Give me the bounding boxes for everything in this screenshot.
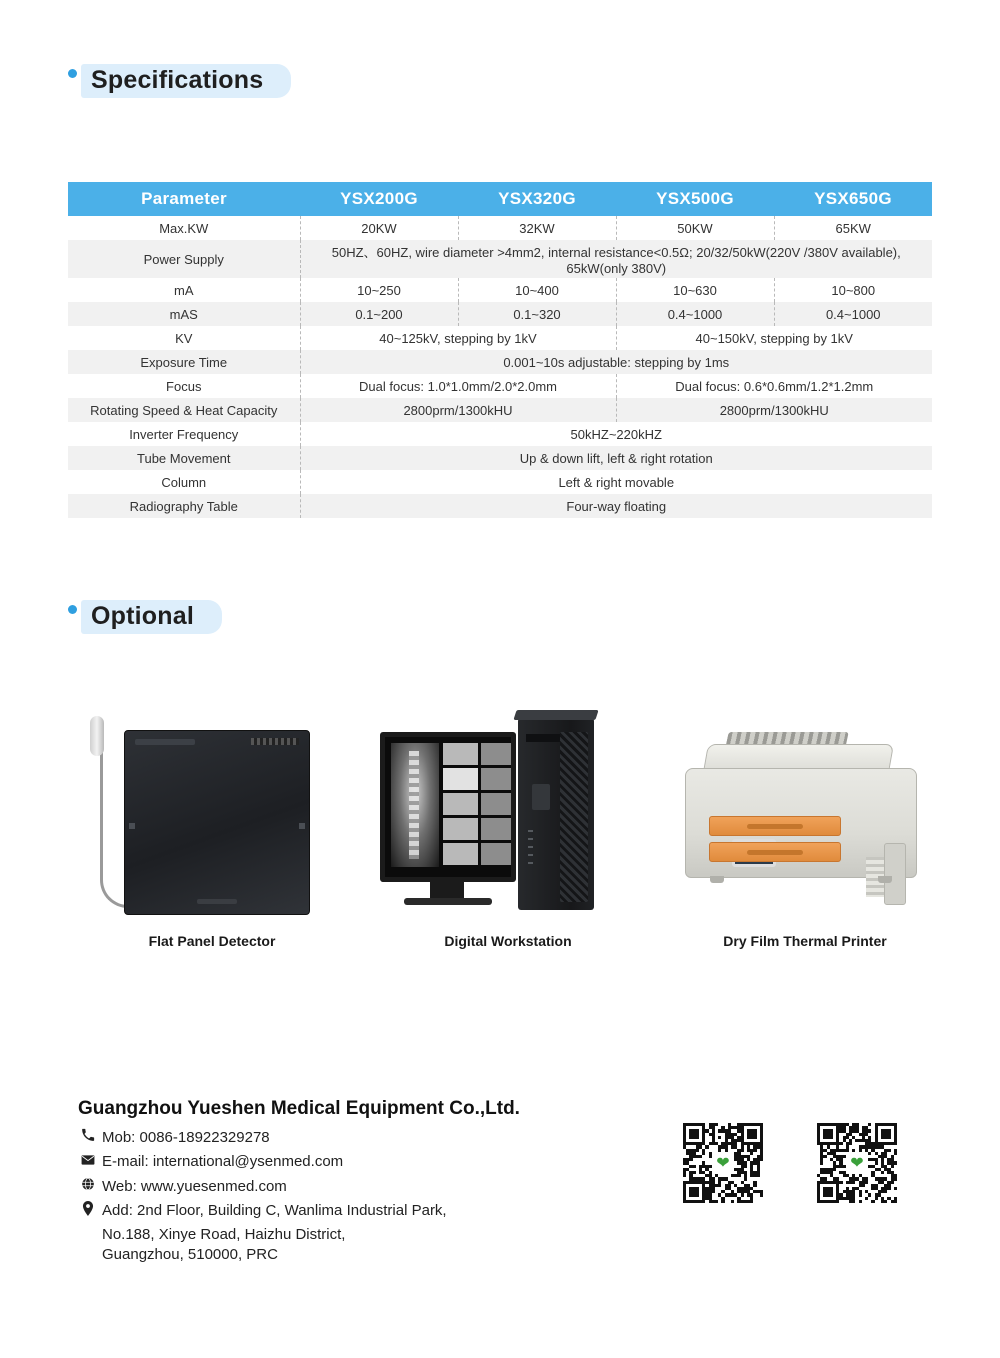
table-cell-parameter: KV (68, 326, 300, 350)
product-dry-film-thermal-printer (675, 710, 935, 949)
table-cell-value: 10~250 (300, 278, 458, 302)
printer-drawer-lower (709, 842, 841, 862)
table-header-ysx200g: YSX200G (300, 182, 458, 216)
heading-dot-icon (68, 69, 77, 78)
detector-top-bar (135, 739, 195, 745)
digital-workstation-image (378, 710, 638, 925)
printer-side-panel (884, 843, 906, 905)
mail-icon (78, 1152, 98, 1171)
table-cell-value: 50HZ、60HZ, wire diameter >4mm2, internal resistance<0.5Ω; 20/32/50kW(220V /380V available), 65kW(only 380V) (300, 240, 932, 278)
table-row (68, 302, 932, 326)
table-cell-value: 0.001~10s adjustable: stepping by 1ms (300, 350, 932, 374)
table-header-parameter: Parameter (68, 182, 300, 216)
table-cell-parameter: Radiography Table (68, 494, 300, 518)
contact-phone (78, 1128, 638, 1148)
footer-contact-block (78, 1098, 638, 1266)
optional-heading (68, 600, 222, 634)
product-flat-panel-detector (82, 710, 342, 949)
qr-code-canvas (683, 1123, 763, 1203)
qr-logo-icon: ❤ (712, 1152, 734, 1174)
table-cell-value: 2800prm/1300kHU (616, 398, 932, 422)
table-cell-value: 32KW (458, 216, 616, 240)
table-cell-value: Left & right movable (300, 470, 932, 494)
workstation-screen (385, 737, 511, 877)
workstation-tower (518, 718, 594, 910)
table-row (68, 494, 932, 518)
detector-connector-icon (90, 716, 104, 756)
table-header-ysx320g: YSX320G (458, 182, 616, 216)
contact-address-line-3: Guangzhou, 510000, PRC (102, 1246, 278, 1264)
drawer-handle (747, 824, 803, 829)
specifications-heading-label: Specifications (91, 65, 264, 94)
globe-icon (78, 1177, 98, 1196)
product-digital-workstation (378, 710, 638, 949)
table-cell-value: Dual focus: 1.0*1.0mm/2.0*2.0mm (300, 374, 616, 398)
contact-address-line-1: Add: 2nd Floor, Building C, Wanlima Industrial Park, (102, 1201, 447, 1219)
detector-indicator-strip (251, 738, 299, 745)
table-row (68, 216, 932, 240)
table-row (68, 422, 932, 446)
table-cell-value: 20KW (300, 216, 458, 240)
table-cell-value: 50KW (616, 216, 774, 240)
contact-email-label: E-mail: international@ysenmed.com (102, 1153, 344, 1171)
table-cell-parameter: Exposure Time (68, 350, 300, 374)
table-row (68, 326, 932, 350)
table-cell-value: 10~630 (616, 278, 774, 302)
table-cell-parameter: Tube Movement (68, 446, 300, 470)
specifications-heading (68, 64, 291, 98)
table-cell-parameter: Focus (68, 374, 300, 398)
tower-vent-mesh (560, 732, 588, 902)
optional-heading-label: Optional (91, 601, 194, 630)
table-cell-value: 10~400 (458, 278, 616, 302)
detector-bottom-notch (197, 899, 237, 904)
tower-port-strip (528, 830, 533, 870)
company-name: Guangzhou Yueshen Medical Equipment Co.,Ltd. (78, 1098, 520, 1119)
printer-foot (878, 876, 892, 883)
specifications-heading-pill (81, 64, 291, 98)
table-cell-value: Up & down lift, left & right rotation (300, 446, 932, 470)
optional-heading-pill (81, 600, 222, 634)
contact-email (78, 1152, 638, 1172)
table-cell-value: 40~125kV, stepping by 1kV (300, 326, 616, 350)
product-caption: Digital Workstation (444, 933, 572, 949)
contact-web-label: Web: www.yuesenmed.com (102, 1177, 287, 1195)
table-cell-value: Dual focus: 0.6*0.6mm/1.2*1.2mm (616, 374, 932, 398)
table-row (68, 278, 932, 302)
specifications-table (68, 182, 932, 518)
table-cell-parameter: Power Supply (68, 240, 300, 278)
table-cell-value: 0.4~1000 (774, 302, 932, 326)
product-caption: Flat Panel Detector (148, 933, 276, 949)
table-cell-parameter: mAS (68, 302, 300, 326)
table-header-ysx650g: YSX650G (774, 182, 932, 216)
detector-right-mark (299, 823, 305, 829)
table-cell-parameter: mA (68, 278, 300, 302)
table-row (68, 446, 932, 470)
table-cell-value: 65KW (774, 216, 932, 240)
contact-web (78, 1177, 638, 1197)
table-row (68, 240, 932, 278)
monitor-base (404, 898, 492, 905)
table-row (68, 470, 932, 494)
detector-body (124, 730, 310, 915)
table-header-row (68, 182, 932, 216)
flat-panel-detector-image (82, 710, 342, 925)
contact-address-line-2: No.188, Xinye Road, Haizhu District, (102, 1226, 346, 1243)
xray-image-preview (391, 743, 439, 867)
contact-address (78, 1201, 638, 1221)
table-cell-value: 10~800 (774, 278, 932, 302)
table-row (68, 374, 932, 398)
qr-logo-icon: ❤ (846, 1152, 868, 1174)
printer-foot (710, 876, 724, 883)
table-cell-value: Four-way floating (300, 494, 932, 518)
table-cell-parameter: Column (68, 470, 300, 494)
table-header-ysx500g: YSX500G (616, 182, 774, 216)
qr-code-website (815, 1121, 899, 1205)
tower-top-panel (513, 710, 598, 720)
tower-drive-slot (526, 734, 562, 742)
product-caption: Dry Film Thermal Printer (723, 933, 887, 949)
table-cell-value: 40~150kV, stepping by 1kV (616, 326, 932, 350)
heading-dot-icon (68, 605, 77, 614)
qr-code-canvas (817, 1123, 897, 1203)
qr-code-wechat (681, 1121, 765, 1205)
drawer-handle (747, 850, 803, 855)
contact-phone-label: Mob: 0086-18922329278 (102, 1129, 270, 1146)
table-cell-parameter: Rotating Speed & Heat Capacity (68, 398, 300, 422)
location-pin-icon (78, 1201, 98, 1221)
table-cell-value: 0.1~320 (458, 302, 616, 326)
thumbnail-grid (443, 743, 511, 867)
detector-left-mark (129, 823, 135, 829)
phone-icon (78, 1128, 98, 1147)
table-cell-value: 0.4~1000 (616, 302, 774, 326)
dry-film-printer-image (675, 710, 935, 925)
table-cell-parameter: Inverter Frequency (68, 422, 300, 446)
tower-power-button (532, 784, 550, 810)
table-cell-parameter: Max.KW (68, 216, 300, 240)
table-cell-value: 0.1~200 (300, 302, 458, 326)
table-cell-value: 50kHZ~220kHZ (300, 422, 932, 446)
workstation-monitor (380, 732, 516, 882)
table-row (68, 398, 932, 422)
table-row (68, 350, 932, 374)
printer-drawer-upper (709, 816, 841, 836)
table-cell-value: 2800prm/1300kHU (300, 398, 616, 422)
